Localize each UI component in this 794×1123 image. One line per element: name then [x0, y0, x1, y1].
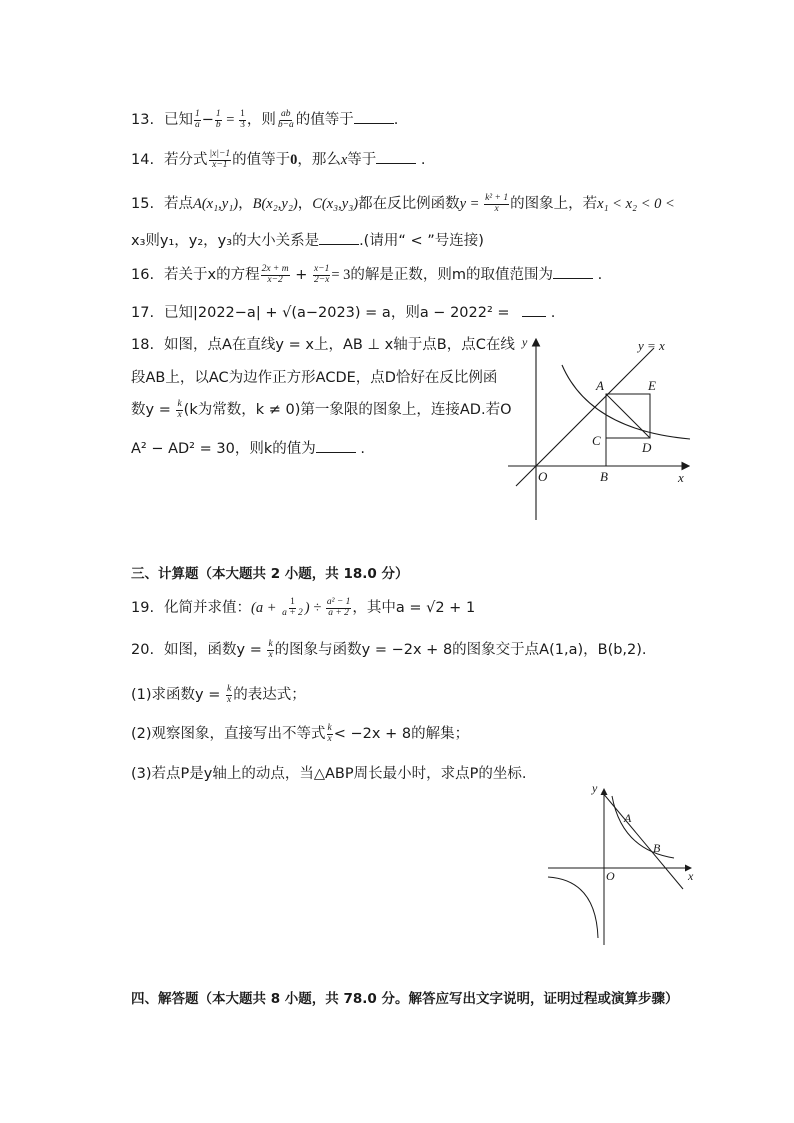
question-18-line4: A² − AD² = 30，则k的值为 .	[131, 441, 365, 457]
line-y-equals-x	[516, 348, 654, 486]
answer-blank[interactable]	[522, 304, 546, 317]
question-15-line2: x₃则y₁，y₂，y₃的大小关系是 .(请用“ < ”号连接)	[131, 233, 484, 249]
answer-blank[interactable]	[316, 440, 356, 453]
label-x: x	[688, 869, 694, 883]
label-line: y = x	[638, 338, 665, 353]
label-o: O	[538, 469, 548, 484]
answer-blank[interactable]	[376, 151, 416, 164]
question-18-line2: 段AB上，以AC为边作正方形ACDE，点D恰好在反比例函	[131, 370, 498, 386]
question-20: 20. 如图，函数y = $\frac{k}{x}$ 的图象与函数y = −2x + 8的图象交于点A(1,a)，B(b,2).	[131, 638, 647, 660]
label-o: O	[606, 869, 615, 883]
label-a: A	[596, 378, 604, 393]
hyperbola-branch-3	[548, 877, 598, 938]
label-b: B	[653, 841, 661, 855]
question-20-part2: (2)观察图象，直接写出不等式 $\frac{k}{x}$ < −2x + 8的解集；	[131, 722, 470, 744]
section-3-heading: 三、计算题（本大题共 2 小题，共 18.0 分）	[131, 566, 409, 582]
question-19: 19. 化简并求值：(a + $\frac{1}{a + 2}$ ) ÷ $\frac{\text{a² − 1}}{a + 2}$ ，其中a = √2 + 1	[131, 596, 476, 618]
label-b: B	[600, 469, 608, 484]
question-18-line3: 数y = $\frac{k}{x}$ (k为常数，k ≠ 0)第一象限的图象上，连接AD.若O	[131, 398, 512, 420]
label-y: y	[522, 335, 528, 349]
answer-blank[interactable]	[354, 111, 394, 124]
figure-18	[500, 330, 700, 525]
label-c: C	[592, 433, 601, 448]
label-x: x	[678, 470, 684, 485]
answer-blank[interactable]	[319, 232, 359, 245]
section-4-heading: 四、解答题（本大题共 8 小题，共 78.0 分。解答应写出文字说明，证明过程或演算步骤）	[131, 991, 679, 1007]
label-d: D	[642, 440, 652, 455]
question-18: 18. 如图，点A在直线y = x上，AB ⊥ x轴于点B，点C在线	[131, 337, 515, 353]
question-17: 17. 已知|2022−a| + √(a−2023) = a，则a − 2022² = .	[131, 305, 556, 321]
question-16: 16. 若关于x的方程 $\frac{2x + m}{x-2}$ + $\frac{x-1}{2-x}$ = 3的解是正数，则m的取值范围为 .	[131, 263, 603, 285]
question-20-part3: (3)若点P是y轴上的动点，当△ABP周长最小时，求点P的坐标.	[131, 766, 527, 782]
label-a: A	[624, 811, 632, 825]
question-14: 14. 若分式 $\frac{|x|-1}{x-1}$ 的值等于0，那么x等于 .	[131, 148, 426, 170]
question-20-part1: (1)求函数y = $\frac{k}{x}$ 的表达式；	[131, 683, 306, 705]
answer-blank[interactable]	[553, 266, 593, 279]
label-e: E	[648, 378, 656, 393]
question-15: 15. 若点A(x₁,y₁)，B(x₂,y₂)，C(x₃,y₃)都在反比例函数y = $\frac{\text{k² + 1}}{x}$ 的图象上，若x₁ < x₂ < 0 <	[131, 192, 675, 214]
segment-ad	[606, 394, 650, 438]
question-13: 13. 已知 $\frac{1}{a}$ − $\frac{1}{b}$ = $\frac{1}{3}$ ，则 $\frac{ab}{b-a}$ 的值等于 .	[131, 108, 399, 130]
hyperbola-branch-1	[612, 796, 674, 858]
figure-20	[540, 780, 700, 950]
label-y: y	[592, 781, 598, 795]
